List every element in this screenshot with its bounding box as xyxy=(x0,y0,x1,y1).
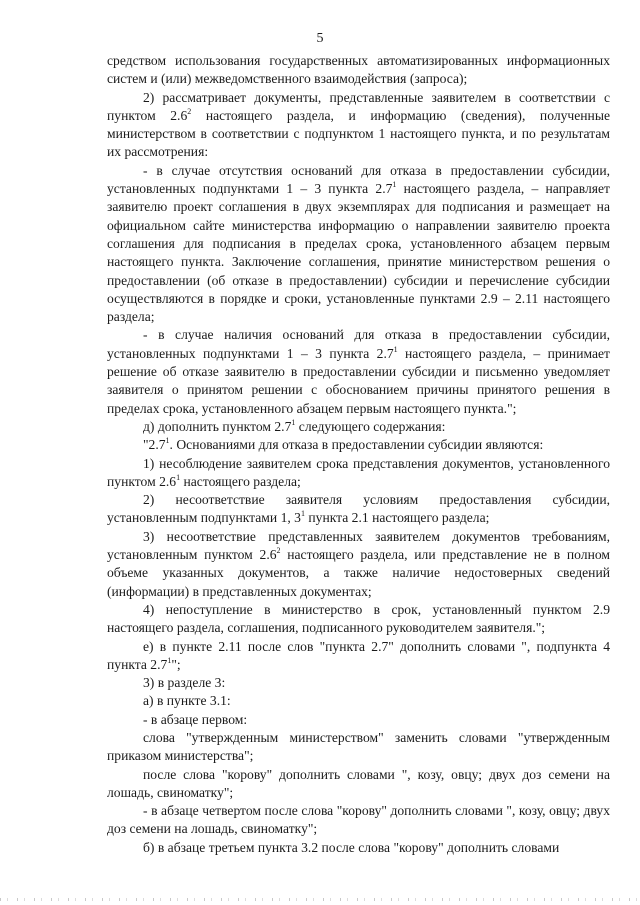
text-run: е) в пункте 2.11 после слов "пункта 2.7" дополнить словами ", подпункта 4 пункта 2.7 xyxy=(107,638,610,672)
text-run: "; xyxy=(171,656,181,672)
paragraph xyxy=(107,729,610,766)
text-run: настоящего раздела, или представление не в полном объеме указанных документов, а также наличие недостоверных сведений (информации) в представленных документах; xyxy=(107,547,610,599)
text-run: слова "утвержденным министерством" заменить словами "утвержденным приказом министерства"; xyxy=(107,729,610,764)
text-run: а) в пункте 3.1: xyxy=(143,693,231,709)
text-run: - в абзаце четвертом после слова "корову" дополнить словами ", козу, овцу; двух доз семени на лошадь, свиноматку"; xyxy=(107,803,610,837)
superscript: 1 xyxy=(291,417,296,427)
text-run: "2.7 xyxy=(143,437,166,453)
text-run: - в случае наличия оснований для отказа в предоставлении субсидии, установленных подпунктами 1 – 3 пункта 2.7 xyxy=(107,327,610,361)
text-run: 3) в разделе 3: xyxy=(143,675,226,691)
paragraph xyxy=(107,89,610,162)
paragraph xyxy=(107,692,610,710)
paragraph xyxy=(107,674,610,692)
paragraph xyxy=(107,491,610,528)
text-run: - в абзаце первом: xyxy=(143,711,248,727)
superscript: 1 xyxy=(165,436,170,446)
paragraph xyxy=(107,326,610,417)
paragraph xyxy=(107,839,610,857)
paragraph xyxy=(107,766,610,803)
paragraph xyxy=(107,711,610,729)
superscript: 2 xyxy=(187,106,192,116)
paragraph xyxy=(107,418,610,436)
text-run: 1) несоблюдение заявителем срока представления документов, установленного пунктом 2.6 xyxy=(107,455,610,489)
paragraph xyxy=(107,436,610,454)
text-run: - в случае отсутствия оснований для отказа в предоставлении субсидии, установленных подпунктами 1 – 3 пункта 2.7 xyxy=(107,162,610,197)
superscript: 2 xyxy=(276,546,281,556)
paragraph xyxy=(107,528,610,601)
text-run: пункта 2.1 настоящего раздела; xyxy=(304,510,490,526)
text-run: после слова "корову" дополнить словами ", козу, овцу; двух доз семени на лошадь, свиноматку"; xyxy=(107,766,610,800)
superscript: 1 xyxy=(176,472,181,482)
text-run: средством использования государственных автоматизированных информационных систем и (или) межведомственного взаимодействия (запроса); xyxy=(107,53,610,87)
text-run: 2) несоответствие заявителя условиям предоставления субсидии, установленным подпунктами 1, 3 xyxy=(107,492,610,526)
paragraph xyxy=(107,455,610,492)
text-run: настоящего раздела, – принимает решение об отказе заявителю в предоставлении субсидии и письменно уведомляет заявителя о принятом решении с обоснованием причины принятого решения в пределах срока, установленного абзацем первым настоящего пункта."; xyxy=(107,345,610,416)
text-run: 2) рассматривает документы, представленные заявителем в соответствии с пунктом 2.6 xyxy=(107,89,610,123)
superscript: 1 xyxy=(393,344,398,354)
text-run: настоящего раздела; xyxy=(180,473,301,489)
text-run: настоящего раздела, и информацию (сведения), полученные министерством в соответствии с подпунктом 1 настоящего пункта, и по результатам их рассмотрения: xyxy=(107,107,610,160)
text-run: д) дополнить пунктом 2.7 xyxy=(143,418,292,434)
paragraph xyxy=(107,638,610,675)
scan-artifact-line xyxy=(0,898,640,901)
superscript: 1 xyxy=(300,509,305,519)
text-run: б) в абзаце третьем пункта 3.2 после слова "корову" дополнить словами xyxy=(143,839,560,855)
text-run: следующего содержания: xyxy=(295,418,446,434)
text-run: . Основаниями для отказа в предоставлении субсидии являются: xyxy=(169,437,544,453)
paragraph xyxy=(107,601,610,638)
paragraph xyxy=(107,162,610,327)
document-body xyxy=(107,52,610,857)
text-run: 3) несоответствие представленных заявителем документов требованиям, установленным пунктом 2.6 xyxy=(107,528,610,563)
superscript: 1 xyxy=(392,180,397,190)
paragraph xyxy=(107,802,610,839)
superscript: 1 xyxy=(167,655,172,665)
page-number: 5 xyxy=(316,31,324,46)
text-run: 4) непоступление в министерство в срок, установленный пунктом 2.9 настоящего раздела, соглашения, подписанного руководителем заявителя."; xyxy=(107,601,610,636)
paragraph xyxy=(107,52,610,89)
text-run: настоящего раздела, – направляет заявителю проект соглашения в двух экземплярах для подписания и размещает на официальном сайте министерства информацию о направлении заявителю проекта соглашения для подписания в пределах срока, установленного абзацем первым настоящего пункта. Заключение соглашения, принятие министерством решения о предоставлении (об отказе в предоставлении) субсидии и перечисление субсидии осуществляются в порядке и сроки, установленные пунктами 2.9 – 2.11 настоящего раздела; xyxy=(107,181,610,325)
